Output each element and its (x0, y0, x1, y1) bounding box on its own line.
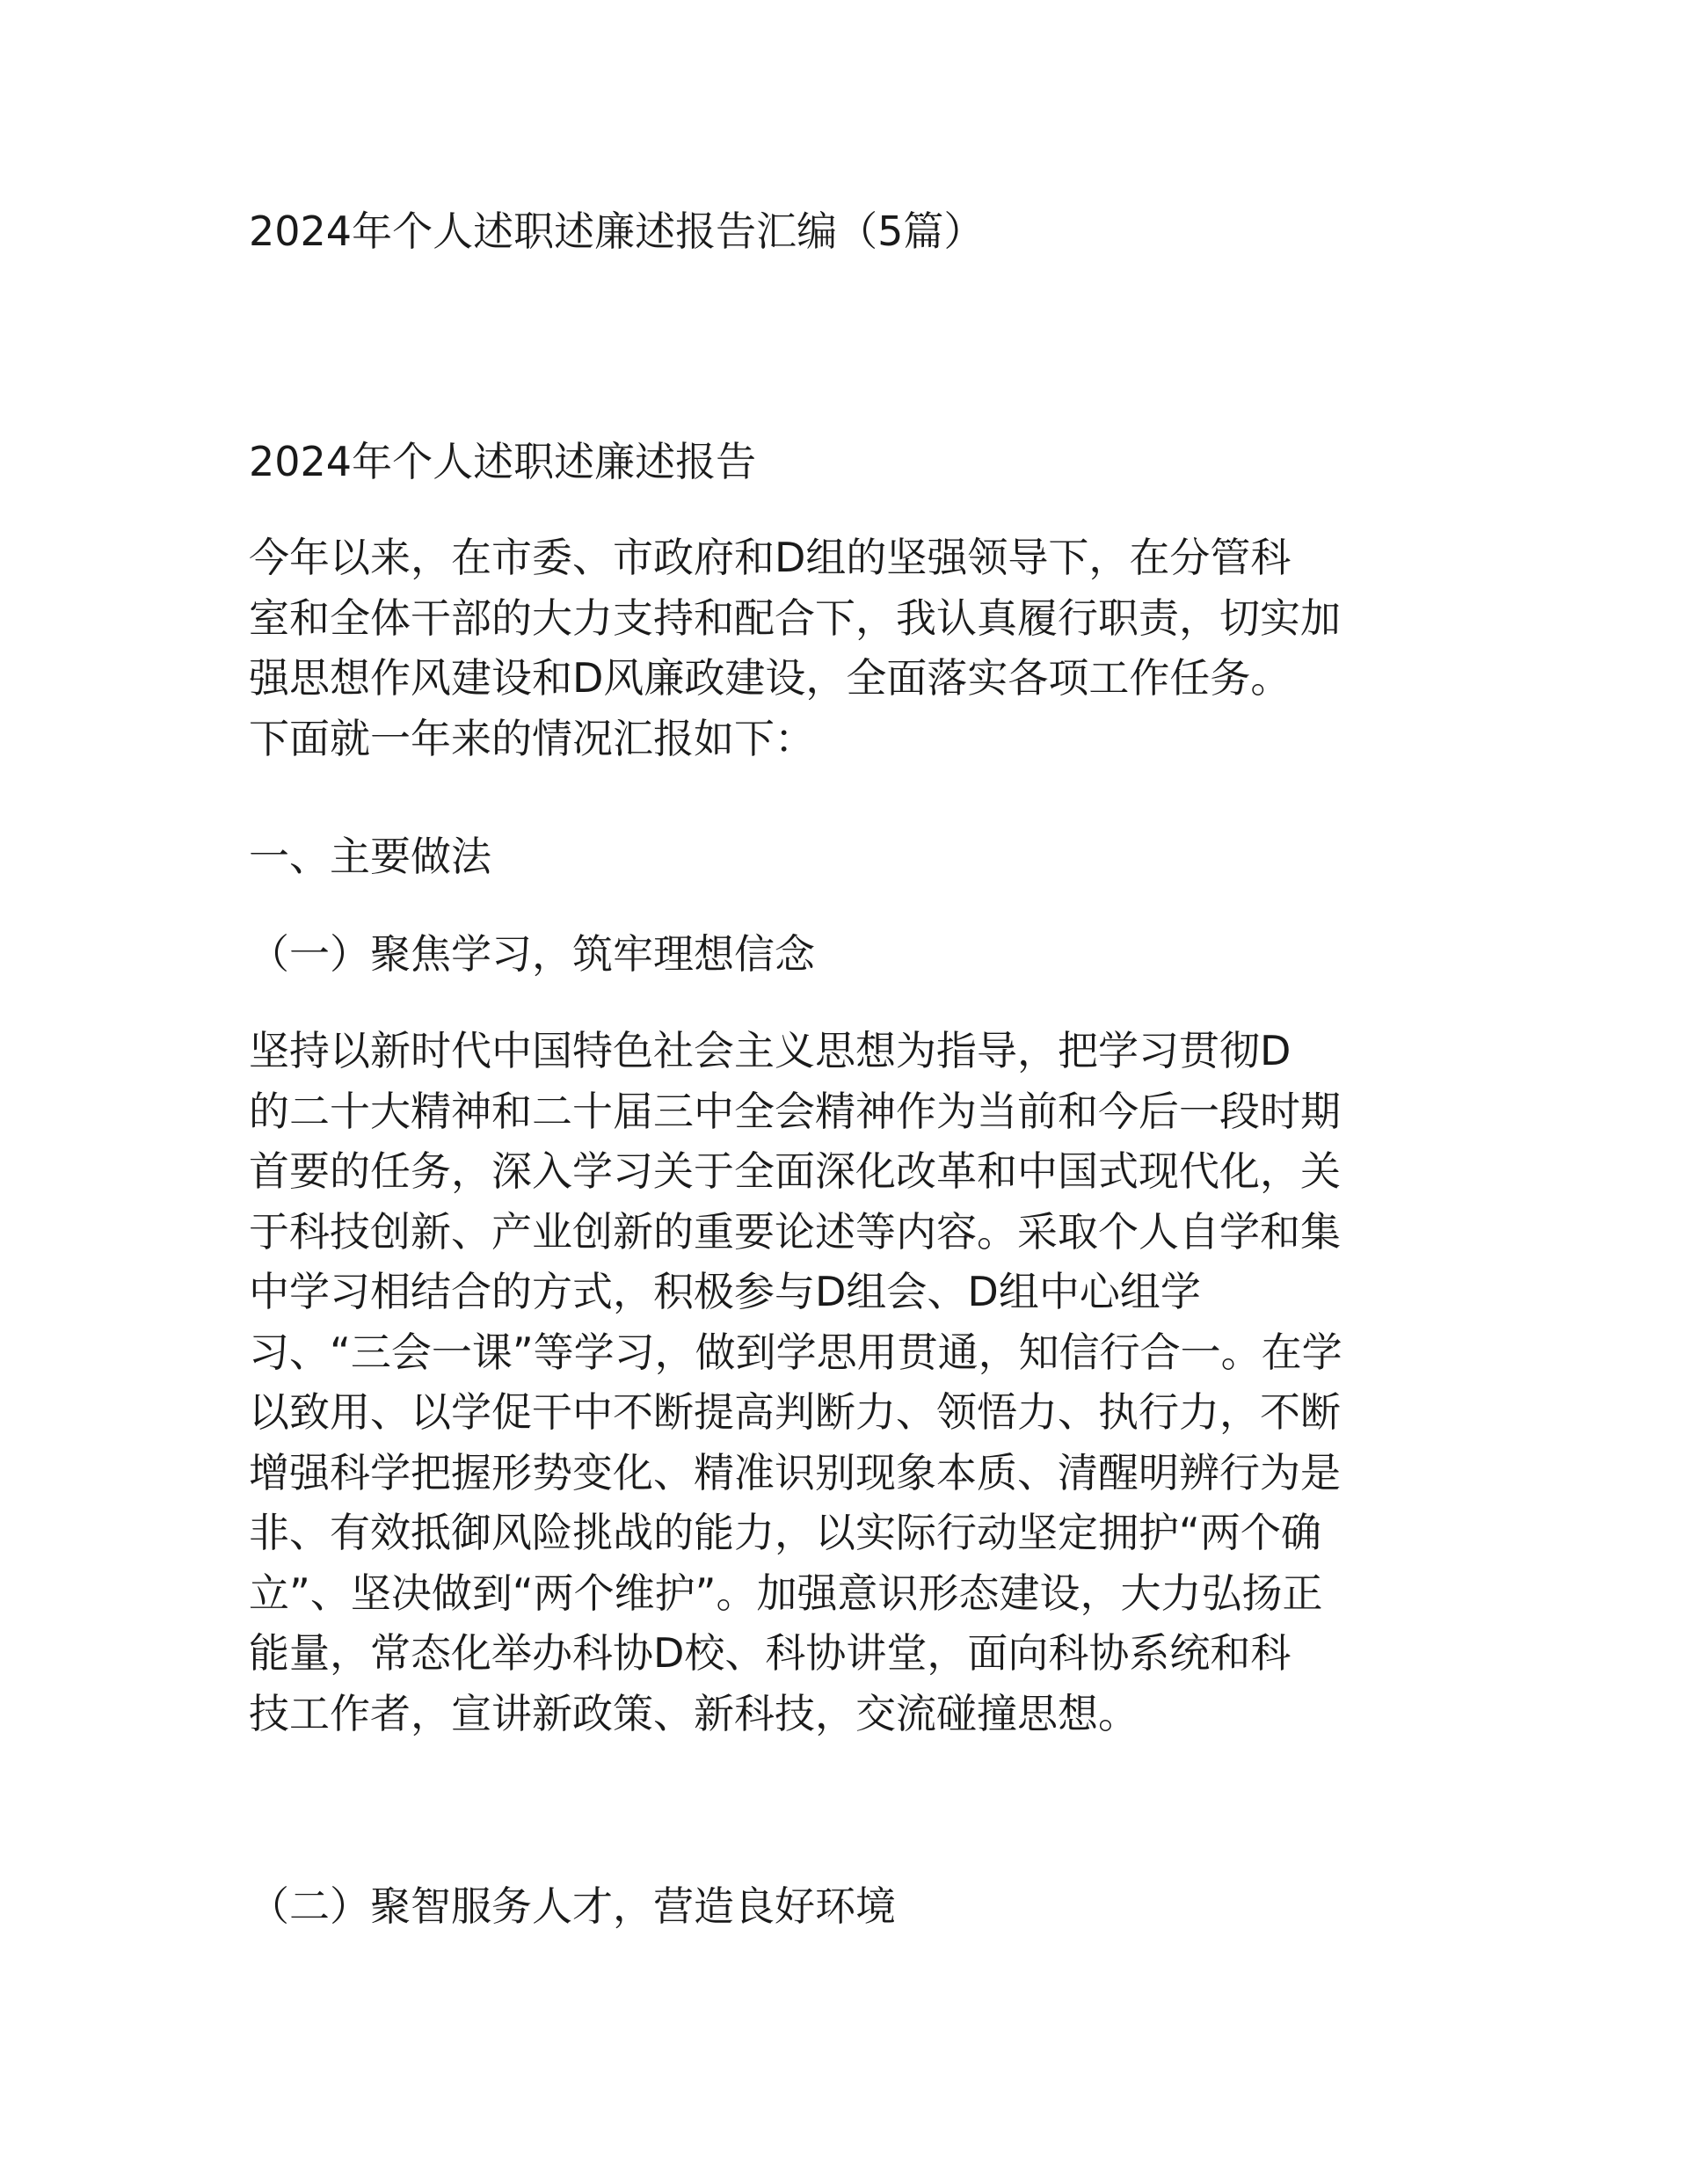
paragraph-line: 习、“三会一课”等学习，做到学思用贯通，知信行合一。在学 (249, 1328, 1342, 1376)
subsection-heading-text: （二）聚智服务人才，营造良好环境 (249, 1882, 896, 1930)
document-title: 2024年个人述职述廉述报告汇编（5篇） (249, 207, 985, 255)
paragraph-line: 增强科学把握形势变化、精准识别现象本质、清醒明辨行为是 (249, 1448, 1341, 1496)
paragraph-line: 于科技创新、产业创新的重要论述等内容。采取个人自学和集 (249, 1207, 1341, 1256)
paragraph-line: 首要的任务，深入学习关于全面深化改革和中国式现代化，关 (249, 1147, 1341, 1195)
paragraph-line: 技工作者，宣讲新政策、新科技，交流碰撞思想。 (249, 1689, 1139, 1737)
subsection-heading (249, 1876, 1462, 1937)
paragraph-line: 立”、坚决做到“两个维护”。加强意识形态建设，大力弘扬正 (249, 1569, 1323, 1617)
paragraph-line: 非、有效抵御风险挑战的能力，以实际行动坚定拥护“两个确 (249, 1509, 1321, 1556)
paragraph-line: 室和全体干部的大力支持和配合下，我认真履行职责，切实加 (249, 593, 1341, 642)
subsection-heading (249, 924, 1462, 985)
body-paragraph (249, 1021, 1462, 1744)
section-heading (249, 826, 1462, 887)
paragraph-line: 强思想作风建设和D风廉政建设，全面落实各项工作任务。 (249, 654, 1291, 702)
intro-paragraph (249, 528, 1462, 768)
paragraph-line: 以致用、以学促干中不断提高判断力、领悟力、执行力，不断 (249, 1388, 1341, 1436)
paragraph-line: 中学习相结合的方式，积极参与D组会、D组中心组学 (249, 1268, 1201, 1315)
paragraph-line: 能量，常态化举办科协D校、科协讲堂，面向科协系统和科 (249, 1629, 1291, 1677)
paragraph-line: 今年以来，在市委、市政府和D组的坚强领导下，在分管科 (249, 534, 1291, 581)
section-heading-text: 一、主要做法 (249, 833, 491, 880)
paragraph-line: 坚持以新时代中国特色社会主义思想为指导，把学习贯彻D (249, 1027, 1291, 1074)
subsection-heading-text: （一）聚焦学习，筑牢理想信念 (249, 930, 815, 978)
paragraph-line: 的二十大精神和二十届三中全会精神作为当前和今后一段时期 (249, 1087, 1341, 1135)
report-title: 2024年个人述职述廉述报告 (249, 438, 757, 485)
paragraph-line: 下面就一年来的情况汇报如下： (249, 714, 815, 762)
